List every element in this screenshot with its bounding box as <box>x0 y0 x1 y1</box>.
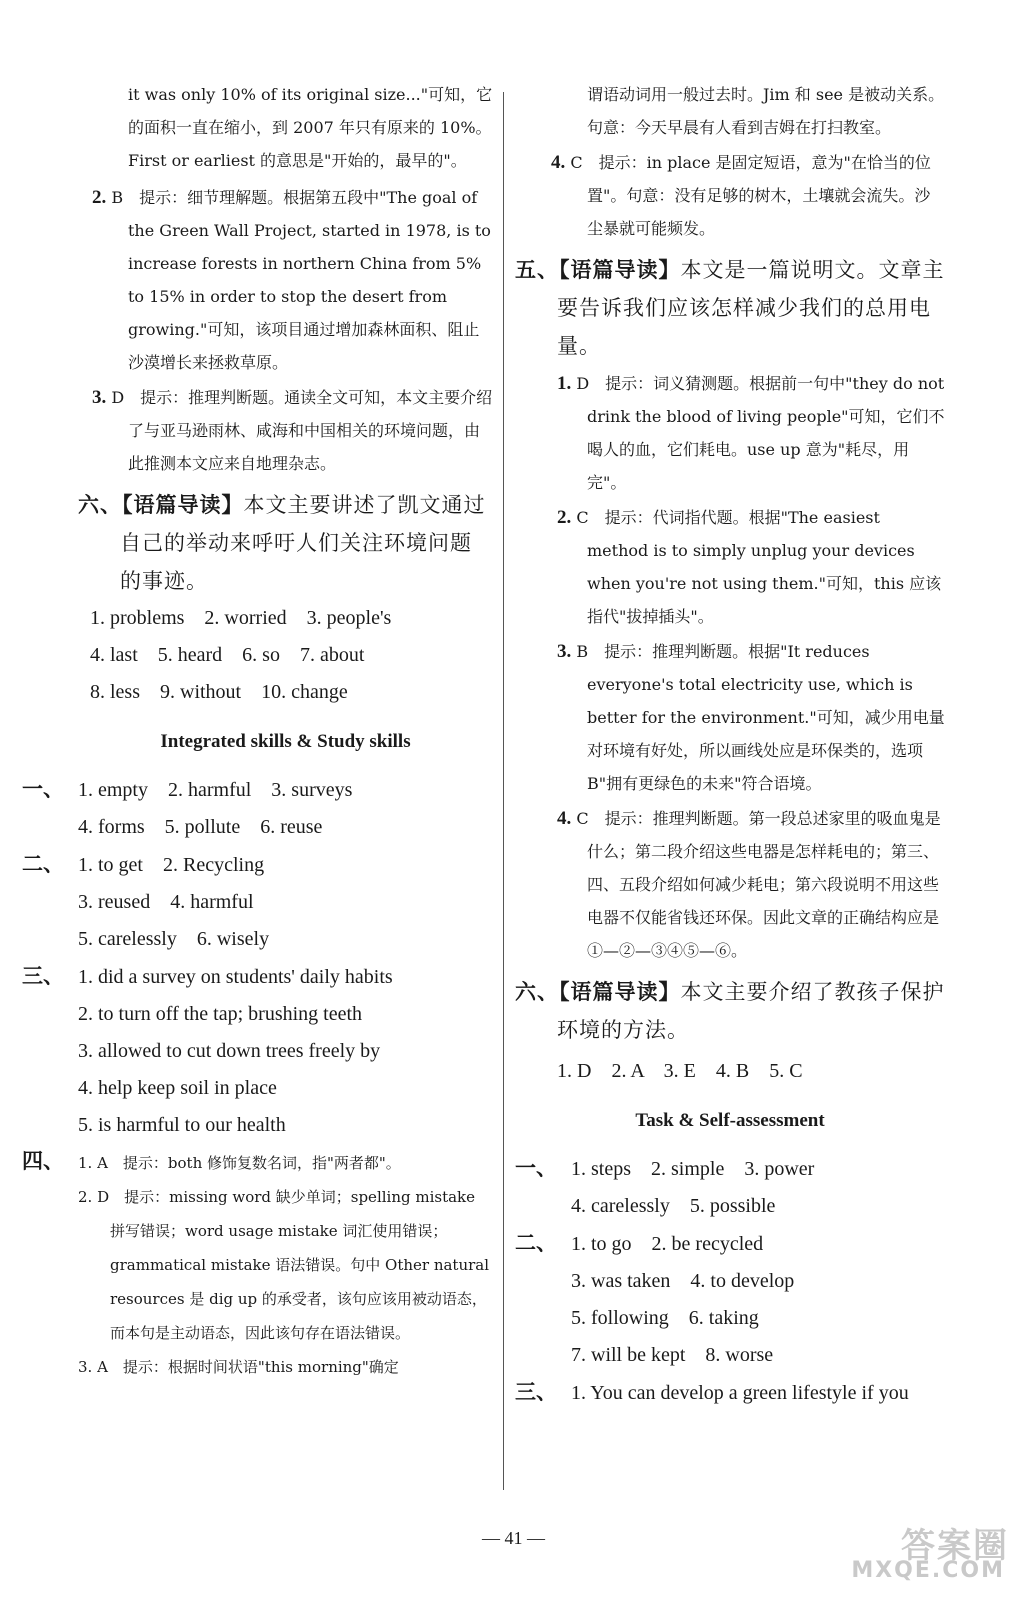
continued-answer-text-right: 谓语动词用一般过去时。Jim 和 see 是被动关系。句意：今天早晨有人看到吉姆在打扫教室。 <box>587 85 945 137</box>
q4-text: C 提示：in place 是固定短语，意为"在恰当的位置"。句意：没有足够的树木，土壤就会流失。沙尘暴就可能频发。 <box>570 153 931 238</box>
task-two-line-4 <box>515 1337 945 1374</box>
task-two-answers-3: 5. following 6. taking <box>571 1307 759 1329</box>
task-one-line-2 <box>515 1188 945 1225</box>
column-divider <box>503 92 504 1490</box>
page-number: — 41 — <box>482 1528 545 1548</box>
section-five-q4 <box>515 802 945 967</box>
exercise-four-q2: 2. D 提示：missing word 缺少单词；spelling mistake 拼写错误；word usage mistake 词汇使用错误；grammatical mistake 语法错误。句中 Other natural resources 是 dig up 的承受者，该句应该用被动语态，而本句是主动语态，因此该句存在语法错误。 <box>78 1188 490 1342</box>
section-six-answers-3: 8. less 9. without 10. change <box>90 681 348 703</box>
section-six-answers-2: 4. last 5. heard 6. so 7. about <box>90 644 365 666</box>
exercise-two-line-1 <box>22 846 493 884</box>
section-five-intro <box>515 251 945 365</box>
section-five-q3 <box>515 635 945 800</box>
s5-q4-text: C 提示：推理判断题。第一段总述家里的吸血鬼是什么；第二段介绍这些电器是怎样耗电的；第三、四、五段介绍如何减少耗电；第六段说明不用这些电器不仅能省钱还环保。因此文章的正确结构应是①—②—③④⑤—⑥。 <box>576 809 941 960</box>
task-two-answers-1: 1. to go 2. be recycled <box>571 1233 764 1255</box>
section-six-text: 本文主要讲述了凯文通过自己的举动来呼吁人们关注环境问题的事迹。 <box>120 493 486 593</box>
section-six-text-right: 本文主要介绍了教孩子保护环境的方法。 <box>557 980 945 1042</box>
s5-q2-text: C 提示：代词指代题。根据"The easiest method is to simply unplug your devices when you're not using them."可知，this 应该指代"拔掉插头"。 <box>576 508 942 626</box>
exercise-four-q1 <box>22 1144 493 1180</box>
exercise-three-line-5: 5. is harmful to our health <box>78 1114 286 1136</box>
continued-answer-text: it was only 10% of its original size..."可知，它的面积一直在缩小，到 2007 年只有原来的 10%。First or earliest 的意思是"开始的，最早的"。 <box>128 85 493 170</box>
watermark-big-text: 答案圈 <box>901 1526 1009 1566</box>
exercise-three-line-2: 2. to turn off the tap; brushing teeth <box>78 1003 363 1025</box>
q2-text: B 提示：细节理解题。根据第五段中"The goal of the Green Wall Project, started in 1978, is to increase forests in northern China from 5% to 15% in order to stop the desert from growing."可知，该项目通过增加森林面积、阻止沙漠增长来拯救草原。 <box>111 188 491 372</box>
s5-q1-text: D 提示：词义猜测题。根据前一句中"they do not drink the blood of living people"可知，它们不喝人的血，它们耗电。use up 意为"耗尽，用完"。 <box>576 374 945 492</box>
exercise-three-line-3: 3. allowed to cut down trees freely by <box>78 1040 381 1062</box>
task-two-line-3 <box>515 1300 945 1337</box>
answer-q3 <box>78 381 493 480</box>
exercise-one-line-2: 4. forms 5. pollute 6. reuse <box>78 816 323 838</box>
exercise-three-line-1 <box>22 958 493 996</box>
exercise-two-line-3: 5. carelessly 6. wisely <box>78 928 270 950</box>
section-six-intro-right <box>515 973 945 1049</box>
answer-q2 <box>78 181 493 379</box>
task-one-line-1 <box>515 1150 945 1188</box>
section-six-answers-1: 1. problems 2. worried 3. people's <box>90 607 392 629</box>
task-one-answers-1: 1. steps 2. simple 3. power <box>571 1158 815 1180</box>
exercise-four-q1-text: 1. A 提示：both 修饰复数名词，指"两者都"。 <box>78 1154 401 1172</box>
section-five-text: 本文是一篇说明文。文章主要告诉我们应该怎样减少我们的总用电量。 <box>557 258 945 358</box>
s5-q1-number: 1. <box>557 373 572 394</box>
left-column <box>22 78 493 1384</box>
exercise-two-answers-1: 1. to get 2. Recycling <box>78 854 265 876</box>
section-five-q2 <box>515 501 945 633</box>
s5-q3-text: B 提示：推理判断题。根据"It reduces everyone's total electricity use, which is better for the environment."可知，减少用电量对环境有好处，所以画线处应是环保类的，选项 B"拥有更绿色的未来"符合语境。 <box>576 642 945 793</box>
right-column <box>515 78 945 1412</box>
s5-q3-number: 3. <box>557 641 572 662</box>
heading-task-self-assessment: Task & Self-assessment <box>635 1110 825 1131</box>
exercise-one-answers-1: 1. empty 2. harmful 3. surveys <box>78 779 353 801</box>
watermark-small-text: MXQE.COM <box>851 1558 1005 1583</box>
task-two-label: 二、 <box>515 1231 557 1255</box>
s5-q2-number: 2. <box>557 507 572 528</box>
task-two-answers-2: 3. was taken 4. to develop <box>571 1270 795 1292</box>
exercise-three-label: 三、 <box>22 964 64 988</box>
exercise-three-line-4: 4. help keep soil in place <box>78 1077 277 1099</box>
section-six-lead: 六、【语篇导读】 <box>78 492 244 517</box>
task-three-line-1 <box>515 1374 945 1412</box>
exercise-four-q3: 3. A 提示：根据时间状语"this morning"确定 <box>78 1358 399 1376</box>
exercise-one-line-1 <box>22 771 493 809</box>
task-one-label: 一、 <box>515 1156 557 1180</box>
q4-number: 4. <box>551 152 566 173</box>
section-six-intro <box>78 486 493 600</box>
task-two-answers-4: 7. will be kept 8. worse <box>571 1344 774 1366</box>
exercise-one-label: 一、 <box>22 777 64 801</box>
section-six-answers-right: 1. D 2. A 3. E 4. B 5. C <box>557 1060 803 1082</box>
q3-number: 3. <box>92 387 107 408</box>
answer-q4 <box>515 146 945 245</box>
section-five-lead: 五、【语篇导读】 <box>515 257 681 282</box>
q3-text: D 提示：推理判断题。通读全文可知，本文主要介绍了与亚马逊雨林、咸海和中国相关的环境问题，由此推测本文应来自地理杂志。 <box>111 388 493 473</box>
exercise-three-answers-1: 1. did a survey on students' daily habits <box>78 966 393 988</box>
section-six-lead-right: 六、【语篇导读】 <box>515 979 681 1004</box>
task-three-answers-1: 1. You can develop a green lifestyle if you <box>571 1382 909 1404</box>
exercise-two-line-2: 3. reused 4. harmful <box>78 891 254 913</box>
q2-number: 2. <box>92 187 107 208</box>
heading-integrated-skills: Integrated skills & Study skills <box>160 731 411 752</box>
exercise-two-label: 二、 <box>22 852 64 876</box>
task-two-line-1 <box>515 1225 945 1263</box>
task-two-line-2 <box>515 1263 945 1300</box>
section-five-q1 <box>515 367 945 499</box>
task-one-answers-2: 4. carelessly 5. possible <box>571 1195 776 1217</box>
watermark-logo <box>851 1518 1009 1588</box>
exercise-four-label: 四、 <box>22 1148 64 1173</box>
task-three-label: 三、 <box>515 1380 557 1404</box>
s5-q4-number: 4. <box>557 808 572 829</box>
